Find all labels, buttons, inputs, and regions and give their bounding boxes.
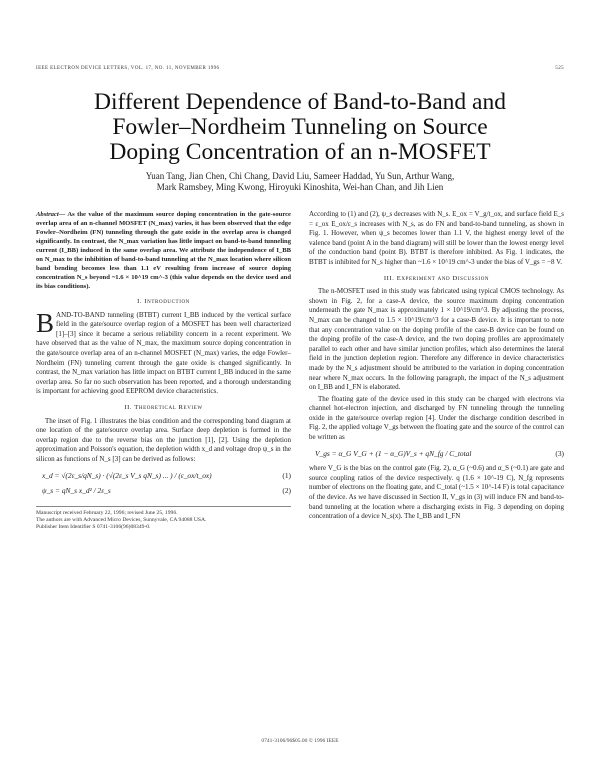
theory-continued: According to (1) and (2), ψ_s decreases with N_s. E_ox = V_g/t_ox, and surface field E_s = ε_ox E_ox/ε_s increases with N_s, as do FN and band-to-band tunneling, as shown in Fig. 1. However, when ψ_s becomes lower than 1.1 V, the highest energy level of the valence band (point A in the band diagram) will still be lower than the lowest energy level of the conduction band (point B). BTBT is therefore inhibited. As Fig. 1 indicates, the BTBT is inhibited for N_s higher than ~1.6 × 10^19 cm^-3 under the bias of V_gs = −8 V. <box>309 210 564 266</box>
footnote-line: Manuscript received February 22, 1996; revised June 25, 1996. <box>36 509 178 516</box>
equation-body: x_d = √(2ε_s/qN_s) · (√(2ε_s V_s qN_s) ... ) / (ε_ox/t_ox) <box>42 470 212 480</box>
equation-body: ψ_s = qN_s x_d² / 2ε_s <box>42 486 111 496</box>
experiment-paragraph: The floating gate of the device used in this study can be charged with electrons via channel hot-electron injection, and discharged by FN tunneling through the tunneling oxide in the gate/source overlap region [4]. Under the discharge condition described in Fig. 2, the applied voltage V_gs between the floating gate and the source of the control can be written as <box>309 394 564 442</box>
experiment-paragraph: where V_G is the bias on the control gate (Fig. 2), α_G (~0.6) and α_S (~0.1) are gate and source coupling ratios of the device respectively. q (1.6 × 10^-19 C), N_fg represents number of electrons on the floating gate, and C_total (~1.5 × 10^-14 F) is total capacitance of the device. As we have discussed in Section II, V_gs in (3) will induce FN and band-to-band tunneling at the location where a discharging exists in Fig. 3 depending on doping concentration of a device N_s(x). The I_BB and I_FN <box>309 464 564 521</box>
intro-paragraph <box>36 307 291 397</box>
equation-2 <box>42 486 291 496</box>
section-heading: II. Theoretical Review <box>124 403 203 411</box>
equation-number: (2) <box>282 486 291 496</box>
author-line: Yuan Tang, Jian Chen, Chi Chang, David Liu, Sameer Haddad, Yu Sun, Arthur Wang, <box>145 171 455 181</box>
equation-body: V_gs = α_G V_G + (1 − α_G)V_s + qN_fg / C_total <box>315 448 472 458</box>
page-number: 525 <box>555 66 564 71</box>
footnote-line: The authors are with Advanced Micro Devices, Sunnyvale, CA 94088 USA. <box>36 516 207 523</box>
title-line: Doping Concentration of an n-MOSFET <box>109 139 491 165</box>
author-list <box>60 171 540 193</box>
equation-3 <box>315 449 564 459</box>
left-column <box>36 210 291 531</box>
experiment-paragraph: The n-MOSFET used in this study was fabricated using typical CMOS technology. As shown in Fig. 2, for a case-A device, the source maximum doping concentration underneath the gate N_max is approximately 1 × 10^19/cm^3. By adjusting the process, N_max can be changed to 1.5 × 10^19/cm^3 for a case-B device. It is important to note that any concentration value on the doping profile of the case-B device can be found on the doping profile of the case-A device, and the two doping profiles are approximately parallel to each other and have similar junction profiles, which also determines the lateral field in the junction depletion region. Therefore any difference in device characteristics made by the N_s adjustment should be attributed to the variation in doping concentration near where N_max occurs. In the following paragraph, the impact of the N_s adjustment on I_BB and I_FN is elaborated. <box>309 287 564 392</box>
equation-1 <box>42 471 291 481</box>
equation-number: (3) <box>555 448 564 458</box>
abstract-text: As the value of the maximum source doping concentration in the gate-source overlap area of an n-channel MOSFET (N_max) varies, it has been observed that the edge Fowler–Nordheim (FN) tunneling through the gate oxide in the overlap area is changed significantly. In contrast, the N_max variation has little impact on band-to-band tunneling current (I_BB) induced in the same overlap area. We attribute the independence of I_BB on N_max to the inhibition of band-to-band tunneling at the N_max location where silicon band bending becomes less than 1.1 eV resulting from increase of source doping concentration N_s beyond ~1.6 × 10^19 cm^-3 (this value depends on the device used and its bias conditions). <box>36 211 291 290</box>
footnote <box>36 506 291 531</box>
paper-title <box>40 90 560 165</box>
abstract <box>36 210 291 291</box>
abstract-label: Abstract— <box>36 211 66 218</box>
drop-cap: B <box>36 307 55 338</box>
title-line: Different Dependence of Band-to-Band and <box>94 89 506 115</box>
right-column <box>309 210 564 524</box>
footnote-line: Publisher Item Identifier S 0741-3106(96)08349-0. <box>36 523 151 530</box>
equation-number: (1) <box>282 470 291 480</box>
running-head-text: IEEE ELECTRON DEVICE LETTERS, VOL. 17, NO. 11, NOVEMBER 1996 <box>36 66 220 71</box>
section-heading: I. Introduction <box>137 298 190 305</box>
theory-paragraph: The inset of Fig. 1 illustrates the bias condition and the corresponding band diagram at one location of the gate/source overlap area. Surface deep depletion is formed in the overlap region due to the reverse bias on the junction [1], [2]. Using the depletion approximation and Poisson's equation, the depletion width x_d and voltage drop ψ_s in the silicon as functions of N_s [3] can be derived as follows: <box>36 416 291 463</box>
copyright-line: 0741-3106/96$05.00 © 1996 IEEE <box>261 738 339 744</box>
section-heading: III. Experiment and Discussion <box>383 274 490 282</box>
title-line: Fowler–Nordheim Tunneling on Source <box>112 114 488 140</box>
running-head <box>36 66 564 71</box>
intro-text: AND-TO-BAND tunneling (BTBT) current I_BB induced by the vertical surface field in the gate/source overlap region of a MOSFET has been well characterized [1]–[3] since it became a serious reliability concern in a recent experiment. We have observed that as the value of N_max, the maximum source doping concentration in the gate/source overlap area of an n-channel MOSFET (N_max) varies, the edge Fowler–Nordheim (FN) tunneling current through the gate oxide is changed significantly. In contrast, the N_max variation has little impact on BTBT current I_BB induced in the same overlap area. So far no such observation has been reported, and a thorough understanding is important for achieving good EEPROM device characteristics. <box>36 310 291 396</box>
author-line: Mark Ramsbey, Ming Kwong, Hiroyuki Kinoshita, Wei-han Chan, and Jih Lien <box>156 182 444 192</box>
